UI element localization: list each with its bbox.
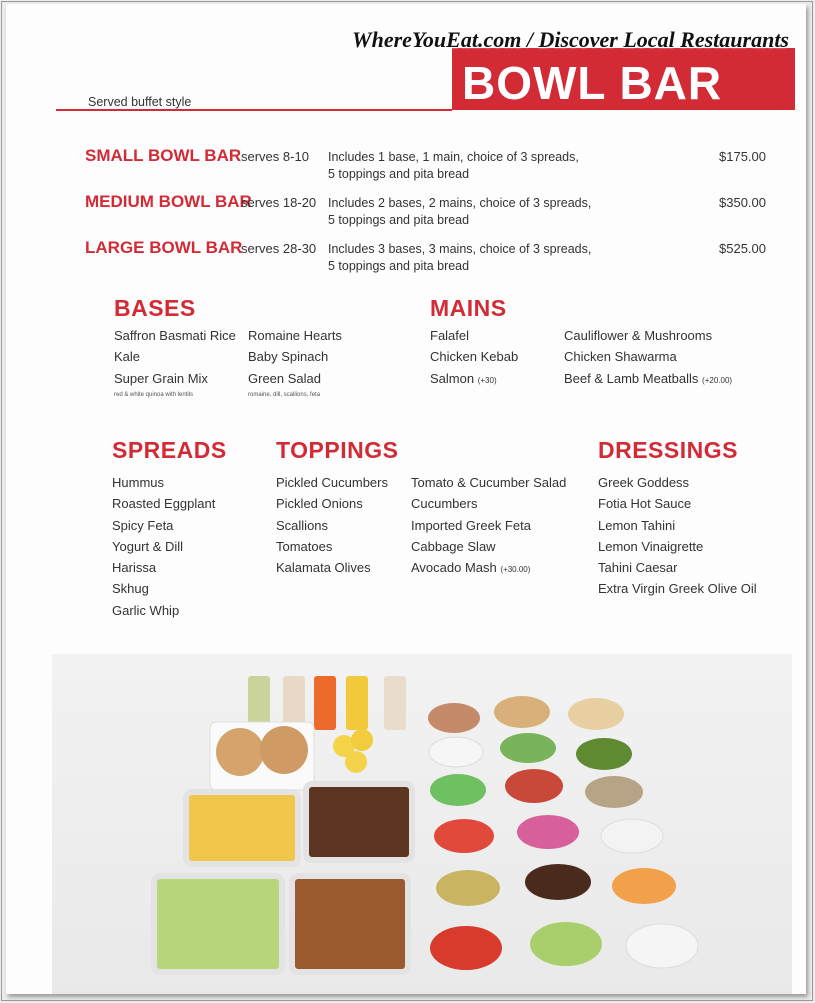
bottle-icon [314, 676, 336, 730]
bowl-icon [428, 703, 480, 733]
item-surcharge: (+30.00) [500, 565, 531, 575]
list-item [411, 557, 566, 578]
list-item [564, 368, 732, 389]
bowl-icon [430, 774, 486, 806]
bowl-icon [500, 733, 556, 763]
package-serves: serves 8-10 [241, 149, 309, 164]
item-note: romaine, dill, scallions, feta [248, 392, 321, 398]
mains-heading: MAINS [430, 295, 507, 321]
list-item: Hummus [112, 475, 165, 490]
bowl-icon [530, 922, 602, 966]
package-medium [6, 192, 806, 232]
spreads-heading: SPREADS [112, 437, 227, 463]
list-item: Kale [114, 349, 141, 365]
package-serves: serves 28-30 [241, 241, 317, 256]
package-name: MEDIUM BOWL BAR [85, 192, 252, 211]
list-item: Cucumbers [411, 496, 478, 512]
package-price: $525.00 [719, 241, 766, 256]
food-spread-illustration [52, 654, 792, 994]
bowl-icon [525, 864, 591, 900]
list-item: Saffron Basmati Rice [114, 328, 236, 343]
package-description [328, 241, 628, 275]
list-item: Cabbage Slaw [411, 538, 496, 554]
item-surcharge: (+30) [477, 375, 497, 385]
list-item: Baby Spinach [248, 349, 329, 365]
list-item: Harissa [112, 560, 157, 576]
mains-column-2 [564, 325, 732, 389]
bases-heading: BASES [114, 295, 196, 321]
bowl-icon [585, 776, 643, 808]
subtitle: Served buffet style [88, 95, 192, 109]
list-item: Chicken Kebab [430, 349, 519, 365]
title-rule [56, 109, 452, 111]
list-item: Kalamata Olives [276, 560, 371, 576]
list-item: Pickled Cucumbers [276, 475, 388, 490]
package-desc-line: Includes 3 bases, 3 mains, choice of 3 spreads, [328, 242, 592, 256]
page-title: BOWL BAR [462, 57, 723, 109]
package-name: LARGE BOWL BAR [85, 238, 243, 257]
package-large [6, 238, 806, 278]
list-item: Tomato & Cucumber Salad [411, 475, 567, 490]
item-note: red & white quinoa with lentils [114, 392, 194, 398]
mains-column-1 [430, 325, 518, 389]
toppings-column-1 [276, 472, 388, 578]
bowl-icon [576, 738, 632, 770]
list-item: Super Grain Mix [114, 370, 208, 386]
list-item [430, 368, 518, 389]
list-item: Pickled Onions [276, 496, 363, 512]
list-item: Falafel [430, 328, 470, 343]
bowl-icon [612, 868, 676, 904]
bowl-icon [430, 926, 502, 970]
package-desc-line: 5 toppings and pita bread [328, 167, 470, 181]
package-desc-line: Includes 2 bases, 2 mains, choice of 3 spreads, [328, 196, 592, 210]
item-label: Beef & Lamb Meatballs [564, 370, 699, 386]
package-price: $175.00 [719, 149, 766, 164]
bowl-icon [505, 769, 563, 803]
package-desc-line: 5 toppings and pita bread [328, 259, 470, 273]
bowl-icon [434, 819, 494, 853]
item-label: Avocado Mash [411, 560, 497, 576]
spreads-column [112, 472, 215, 621]
list-item: Lemon Vinaigrette [598, 538, 704, 554]
food-photo [52, 654, 792, 994]
list-item: Yogurt & Dill [112, 538, 184, 554]
list-item: Green Salad [248, 370, 321, 386]
meatballs-tray [306, 784, 412, 860]
item-surcharge: (+20.00) [702, 375, 733, 385]
rice-tray [186, 792, 298, 864]
bowl-icon [601, 819, 663, 853]
lemon-icon [351, 729, 373, 751]
toppings-heading: TOPPINGS [276, 437, 399, 463]
watermark: WhereYouEat.com / Discover Local Restaurants [352, 27, 789, 52]
chicken-tray [292, 876, 408, 972]
dressings-heading: DRESSINGS [598, 437, 738, 463]
bowl-icon [517, 815, 579, 849]
package-small [6, 146, 806, 186]
package-desc-line: Includes 1 base, 1 main, choice of 3 spreads, [328, 150, 579, 164]
package-description [328, 195, 628, 229]
pita-icon [216, 728, 264, 776]
dressings-column [598, 472, 757, 600]
list-item: Roasted Eggplant [112, 496, 216, 512]
toppings-column-2 [411, 472, 566, 578]
bowl-icon [429, 737, 483, 767]
package-desc-line: 5 toppings and pita bread [328, 213, 470, 227]
list-item: Imported Greek Feta [411, 517, 531, 533]
bowl-icon [568, 698, 624, 730]
bases-column-2 [248, 325, 342, 389]
list-item: Tahini Caesar [598, 560, 678, 576]
package-price: $350.00 [719, 195, 766, 210]
list-item: Cauliflower & Mushrooms [564, 328, 713, 343]
list-item: Lemon Tahini [598, 517, 676, 533]
bowl-icon [626, 924, 698, 968]
list-item: Extra Virgin Greek Olive Oil [598, 581, 757, 597]
bottle-icon [346, 676, 368, 730]
package-description [328, 149, 628, 183]
package-serves: serves 18-20 [241, 195, 317, 210]
bottle-icon [384, 676, 406, 730]
package-name: SMALL BOWL BAR [85, 146, 242, 165]
list-item: Tomatoes [276, 538, 333, 554]
list-item: Spicy Feta [112, 517, 174, 533]
list-item: Scallions [276, 517, 329, 533]
lemon-icon [345, 751, 367, 773]
list-item: Chicken Shawarma [564, 349, 677, 365]
topping-bowls [428, 696, 698, 970]
item-label: Salmon [430, 370, 475, 386]
list-item: Greek Goddess [598, 475, 690, 490]
pita-icon [260, 726, 308, 774]
bowl-icon [436, 870, 500, 906]
list-item: Fotia Hot Sauce [598, 496, 692, 512]
bases-column-1 [114, 325, 236, 389]
menu-page [6, 4, 806, 994]
bowl-icon [494, 696, 550, 728]
list-item: Romaine Hearts [248, 328, 342, 343]
list-item: Skhug [112, 581, 149, 597]
salad-tray [154, 876, 282, 972]
list-item: Garlic Whip [112, 602, 180, 618]
